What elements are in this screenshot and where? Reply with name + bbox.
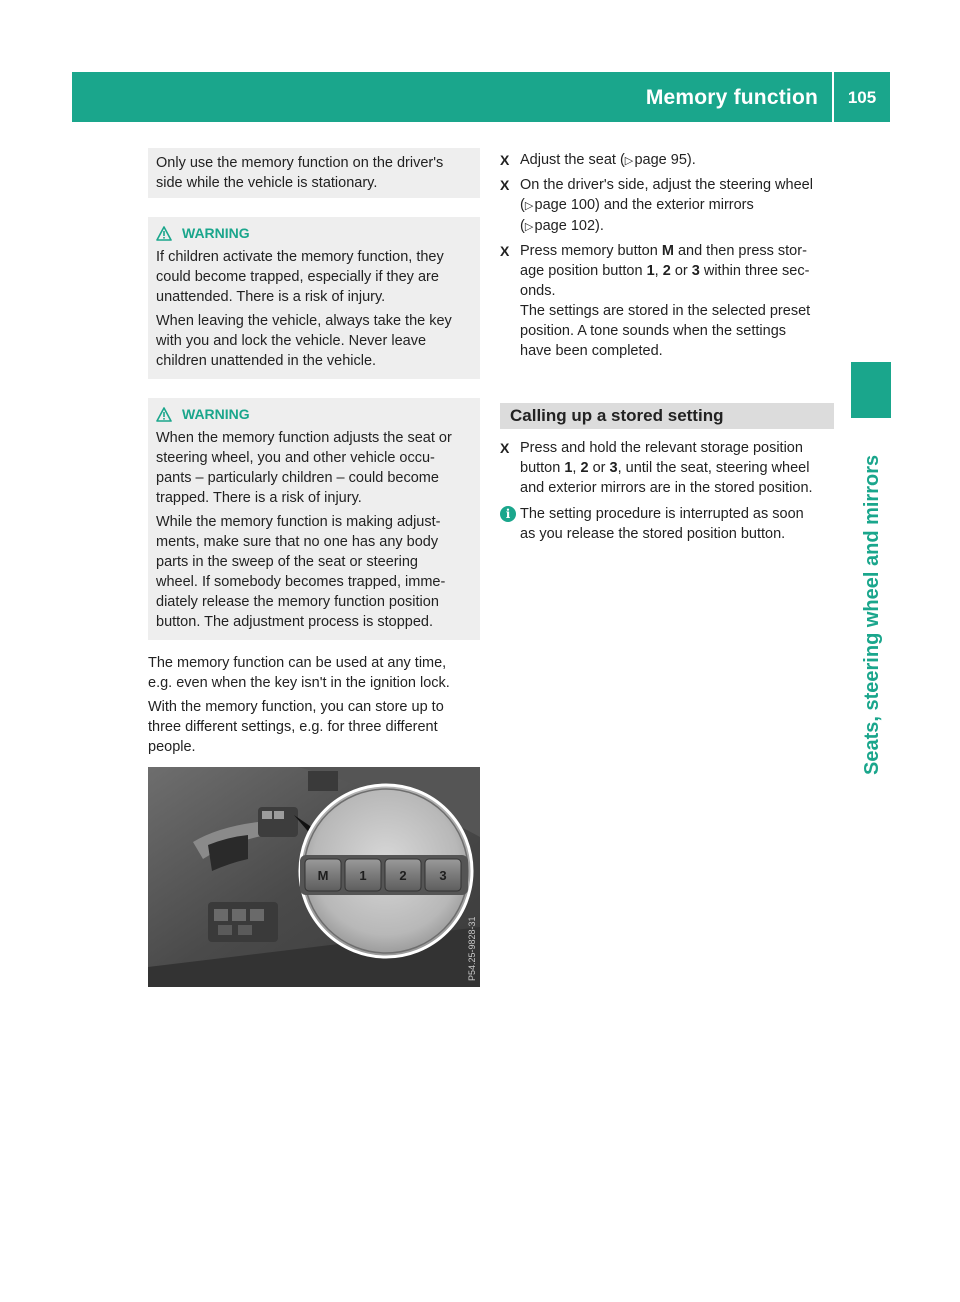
instruction-step: X Press and hold the relevant storage position button 1, 2 or 3, until the seat, steering wheel and exterior mirrors are in the stored position. [500,440,813,496]
warning-label: WARNING [182,225,250,241]
body-paragraph [148,697,480,757]
warning-paragraph [156,247,472,307]
note-line: Only use the memory function on the driver's [156,155,444,171]
text-line: button. The adjustment process is stopped. [156,614,434,630]
note-box [148,148,480,198]
text-line: While the memory function is making adjust- [156,514,441,530]
left-column [148,148,480,761]
header-title: Memory function [645,86,818,109]
warning-triangle-icon [156,407,172,422]
page-number: 105 [847,88,877,107]
text-line: people. [148,739,196,755]
warning-triangle-icon [156,226,172,241]
figure-code: P54.25-9828-31 [467,916,477,981]
memory-buttons-figure [148,767,480,987]
warning-box [148,217,480,379]
instruction-step: X Press memory button M and then press stor- age position button 1, 2 or 3 within three sec- onds. The settings are stored in the selected preset position. A tone sounds when the settings have been completed. [500,243,811,359]
chapter-title: Seats, steering wheel and mirrors [861,454,883,775]
page-ref-arrow-icon: ▷ [524,200,534,212]
text-line: children unattended in the vehicle. [156,353,377,369]
text-line: diately release the memory function position [156,594,439,610]
note-line: side while the vehicle is stationary. [156,175,378,191]
instruction-step: X Adjust the seat (▷ page 95). [500,150,834,171]
page-ref-arrow-icon: ▷ [624,155,634,167]
text-line: could become trapped, especially if they are [156,269,439,285]
text-line: e.g. even when the key isn't in the ignition lock. [148,675,450,691]
warning-label: WARNING [182,406,250,422]
text-line: If children activate the memory function, they [156,249,444,265]
right-column [500,150,834,544]
step-bullet-icon: X [500,177,510,193]
text-line: trapped. There is a risk of injury. [156,490,362,506]
text-line: When the memory function adjusts the seat or [156,430,452,446]
info-icon: i [500,506,516,522]
page-header [72,72,890,122]
door-panel-illustration [148,767,480,987]
text-line: steering wheel, you and other vehicle occu- [156,450,435,466]
text-line: with you and lock the vehicle. Never leave [156,333,427,349]
text-line: three different settings, e.g. for three different [148,719,438,735]
text-line: wheel. If somebody becomes trapped, imme- [156,574,446,590]
warning-paragraph [156,311,472,371]
warning-paragraph [156,428,472,508]
warning-heading [156,223,472,243]
text-line: When leaving the vehicle, always take the key [156,313,452,329]
page-reference-link[interactable]: page 102 [534,218,596,234]
step-bullet-icon: X [500,440,510,456]
position-button-2-label: 2 [399,868,407,883]
step-bullet-icon: X [500,243,510,259]
text-line: pants – particularly children – could become [156,470,439,486]
instruction-step: X On the driver's side, adjust the steering wheel (▷ page 100) and the exterior mirrors (▷ page 102). [500,175,834,237]
warning-heading [156,404,472,424]
info-note: i The setting procedure is interrupted as soon as you release the stored position button. [500,504,834,544]
text-line: unattended. There is a risk of injury. [156,289,386,305]
text-line: parts in the sweep of the seat or steering [156,554,418,570]
step-bullet-icon: X [500,152,510,168]
memory-button-label: M [317,868,329,883]
position-button-1-label: 1 [359,868,367,883]
body-paragraph [148,653,480,693]
warning-paragraph [156,512,472,632]
warning-box [148,398,480,640]
section-heading: Calling up a stored setting [500,403,834,429]
page-reference-link[interactable]: page 100 [534,197,596,213]
page-reference-link[interactable]: page 95 [634,152,687,168]
chapter-tab [851,362,891,418]
text-line: The memory function can be used at any time, [148,655,447,671]
position-button-3-label: 3 [439,868,447,883]
page-ref-arrow-icon: ▷ [524,221,534,233]
text-line: ments, make sure that no one has any body [156,534,439,550]
text-line: With the memory function, you can store up to [148,699,444,715]
